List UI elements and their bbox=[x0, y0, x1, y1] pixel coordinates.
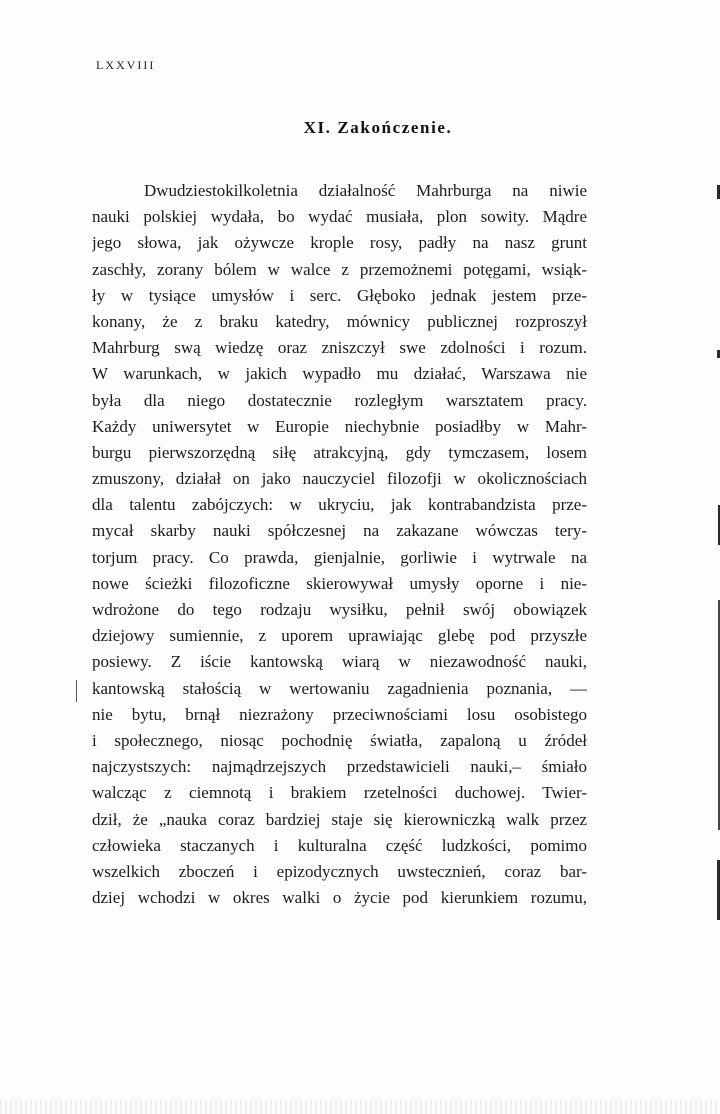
text-line: zaschły, zorany bólem w walce z przemożnemi potęgami, wsiąk- bbox=[92, 259, 587, 279]
text-line: burgu pierwszorzędną siłę atrakcyjną, gdy tymczasem, losem bbox=[92, 442, 587, 462]
text-line: dziej wchodzi w okres walki o życie pod kierunkiem rozumu, bbox=[92, 888, 587, 908]
page-number: LXXVIII bbox=[96, 58, 156, 72]
text-line: walcząc z ciemnotą i brakiem rzetelności duchowej. Twier- bbox=[92, 783, 587, 803]
text-line: Mahrburg swą wiedzę oraz zniszczył swe zdolności i rozum. bbox=[92, 338, 587, 358]
text-line: i społecznego, niosąc pochodnię światła, zapaloną u źródeł bbox=[92, 730, 587, 750]
text-line: zmuszony, działał on jako nauczyciel filozofji w okolicznościach bbox=[92, 469, 587, 489]
text-line: dził, że „nauka coraz bardziej staje się kierowniczką walk przez bbox=[92, 809, 587, 829]
text-line: najczystszych: najmądrzejszych przedstawicieli nauki,– śmiało bbox=[92, 757, 587, 777]
margin-mark bbox=[76, 680, 77, 702]
text-line: posiewy. Z iście kantowską wiarą w niezawodność nauki, bbox=[92, 652, 587, 672]
text-line: wszelkich zboczeń i epizodycznych uwstecznień, coraz bar- bbox=[92, 861, 587, 881]
text-line: Każdy uniwersytet w Europie niechybnie posiadłby w Mahr- bbox=[92, 416, 587, 436]
text-line: wdrożone do tego rodzaju wysiłku, pełnił swój obowiązek bbox=[92, 600, 587, 619]
text-line: torjum pracy. Co prawda, gienjalnie, gorliwie i wytrwale na bbox=[92, 547, 587, 567]
text-line: dla talentu zabójczych: w ukryciu, jak kontrabandzista prze- bbox=[92, 495, 587, 515]
text-line: ły w tysiące umysłów i serc. Głęboko jednak jestem prze- bbox=[92, 285, 587, 305]
chapter-title: XI. Zakończenie. bbox=[303, 118, 453, 137]
text-line: mycał skarby nauki spółczesnej na zakazane wówczas tery- bbox=[92, 521, 587, 541]
body-paragraph bbox=[92, 178, 587, 911]
text-line: konany, że z braku katedry, mównicy publicznej rozproszył bbox=[92, 311, 587, 331]
text-line: nauki polskiej wydała, bo wydać musiała, plon sowity. Mądre bbox=[92, 207, 587, 227]
text-line: dziejowy sumiennie, z uporem uprawiając glebę pod przyszłe bbox=[92, 626, 587, 646]
text-line: Dwudziestokilkoletnia działalność Mahrburga na niwie bbox=[144, 181, 587, 200]
text-line: jego słowa, jak ożywcze krople rosy, padły na nasz grunt bbox=[92, 233, 587, 253]
text-line: była dla niego dostatecznie rozległym warsztatem pracy. bbox=[92, 390, 587, 410]
text-line: kantowską stałością w wertowaniu zagadnienia poznania, — bbox=[92, 678, 587, 698]
text-line: człowieka staczanych i kulturalna część ludzkości, pomimo bbox=[92, 835, 587, 855]
scan-noise bbox=[0, 1100, 720, 1114]
text-line: nie bytu, brnął niezrażony przeciwnościami losu osobistego bbox=[92, 704, 587, 724]
text-line: W warunkach, w jakich wypadło mu działać, Warszawa nie bbox=[92, 364, 587, 384]
text-line: nowe ścieżki filozoficzne skierowywał umysły oporne i nie- bbox=[92, 573, 587, 593]
